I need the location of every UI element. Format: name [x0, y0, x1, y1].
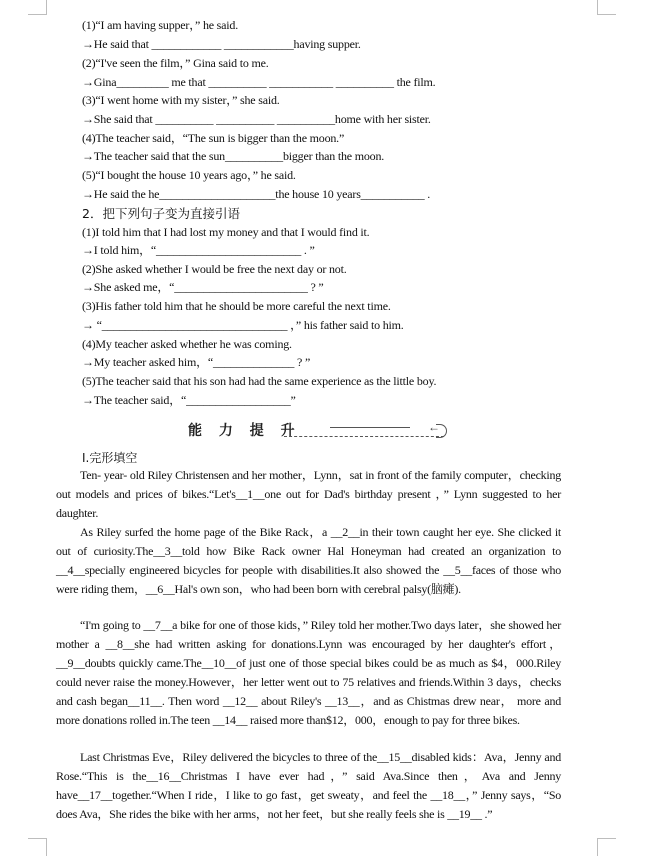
section-banner [188, 418, 458, 444]
crop-mark-bottom-right [597, 838, 616, 856]
banner-arrow-icon: ← [428, 420, 440, 434]
ex1-answer-3: →She said that __________ __________ __________home with her sister. [82, 112, 431, 126]
ex1-answer-2: →Gina_________ me that __________ ___________ __________ the film. [82, 75, 436, 89]
crop-mark-top-left [28, 0, 47, 15]
cloze-paragraph-2-text: As Riley surfed the home page of the Bike Rack，a __2__in their town caught her eye. She clicked it out of curiosity.The__3__told how Bike Rack owner Hal Honeyman had created an organization to __4__specially engineered bicycles for people with disabilities.It also showed the __5__faces of those who were riding them，__6__Hal's own son，who had been born with cerebral palsy(脑瘫). [56, 525, 561, 597]
ex1-answer-4: →The teacher said that the sun__________bigger than the moon. [82, 149, 385, 163]
ex1-question-5: (5)“I bought the house 10 years ago，” he said. [82, 168, 296, 182]
crop-mark-bottom-left [28, 838, 47, 856]
cloze-heading: Ⅰ.完形填空 [82, 451, 138, 465]
banner-dashed-line [284, 436, 444, 437]
cloze-paragraph-1 [56, 466, 561, 523]
cloze-paragraph-2 [56, 523, 561, 599]
ex1-question-1: (1)“I am having supper，” he said. [82, 18, 239, 32]
banner-solid-line [330, 427, 410, 428]
cloze-paragraph-3 [56, 616, 561, 731]
ex2-answer-4: →My teacher asked him，“______________ ? ” [82, 355, 311, 369]
ex2-question-3: (3)His father told him that he should be more careful the next time. [82, 299, 391, 313]
ex2-question-1: (1)I told him that I had lost my money and that I would find it. [82, 225, 370, 239]
ex2-question-2: (2)She asked whether I would be free the next day or not. [82, 262, 347, 276]
banner-title: 能 力 提 升 [188, 423, 301, 439]
ex1-question-2: (2)“I've seen the film，” Gina said to me. [82, 56, 269, 70]
ex2-question-4: (4)My teacher asked whether he was coming. [82, 337, 292, 351]
ex1-question-3: (3)“I went home with my sister，” she said. [82, 93, 280, 107]
cloze-paragraph-1-text: Ten- year- old Riley Christensen and her mother，Lynn，sat in front of the family computer，checking out models and prices of bikes.“Let's__1__one out for Dad's birthday present ，” Lynn suggested to her daughter. [56, 468, 561, 521]
ex1-question-4: (4)The teacher said，“The sun is bigger than the moon.” [82, 131, 345, 145]
cloze-paragraph-4 [56, 748, 561, 824]
cloze-paragraph-3-text: “I'm going to __7__a bike for one of those kids，” Riley told her mother.Two days later，she showed her mother a __8__she had written asking for donations.Lynn was encouraged by her daughter's effort，__9__doubts quickly came.The__10__of just one of those special bikes could be as much as $4，000.Riley could never raise the money.However，her letter went out to 75 relatives and friends.Within 3 days，checks and cash began__11__. Then word __12__ about Riley's __13__，and as Chistmas drew near， more and more donations rolled in.The teen __14__ raised more than$12，000，enough to pay for three bikes. [56, 618, 561, 728]
banner-curve-icon [436, 424, 447, 438]
ex2-question-5: (5)The teacher said that his son had had the same experience as the little boy. [82, 374, 437, 388]
ex1-answer-5: →He said the he____________________the house 10 years___________ . [82, 187, 431, 201]
cloze-paragraph-4-text: Last Christmas Eve，Riley delivered the bicycles to three of the__15__disabled kids：Ava，Jenny and Rose.“This is the__16__Christmas I have ever had，” said Ava.Since then，Ava and Jenny have__17__together.“When I ride，I like to go fast，get sweaty，and feel the __18__，” Jenny says，“So does Ava，She rides the bike with her arms，not her feet，but she really feels she is __19__ .” [56, 750, 561, 822]
ex2-answer-5: →The teacher said，“__________________” [82, 393, 296, 407]
ex2-answer-1: →I told him，“_________________________ . ” [82, 243, 315, 257]
ex2-answer-3: → “________________________________ ，” his father said to him. [82, 318, 404, 332]
ex1-answer-1: →He said that ____________ ____________having supper. [82, 37, 361, 51]
crop-mark-top-right [597, 0, 616, 15]
ex2-title: 2．把下列句子变为直接引语 [82, 206, 240, 221]
ex2-answer-2: →She asked me，“_______________________ ? ” [82, 280, 324, 294]
